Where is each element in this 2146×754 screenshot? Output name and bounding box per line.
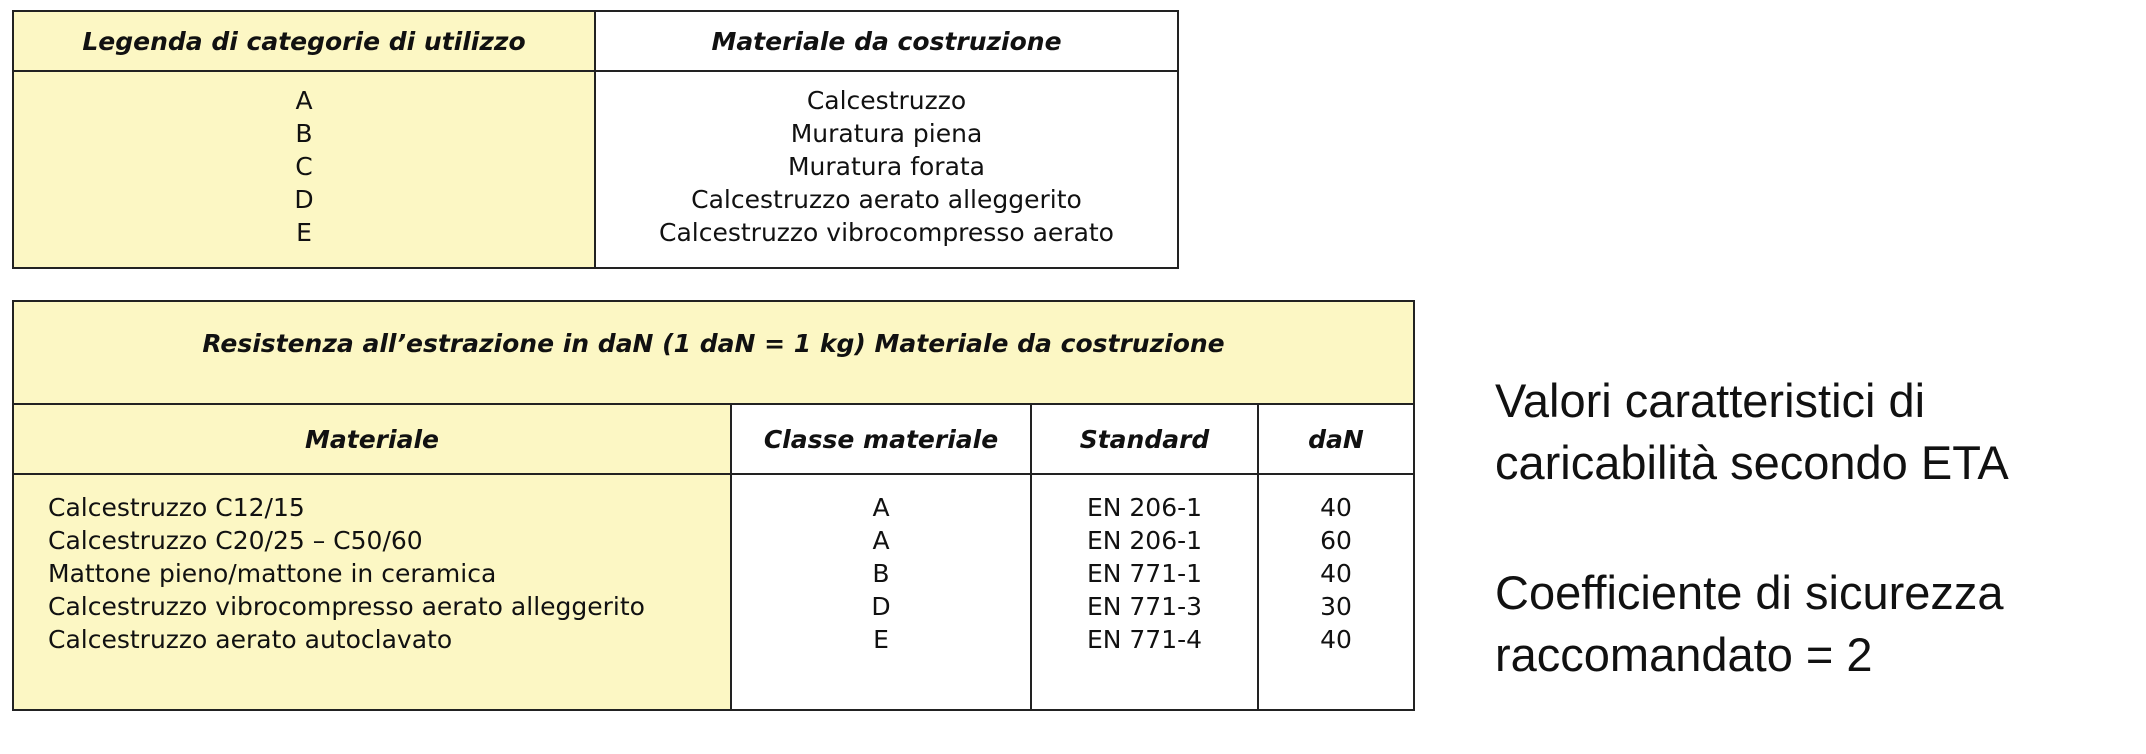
dan-value: 30 (1320, 592, 1352, 621)
standard-value: EN 771-4 (1086, 625, 1203, 654)
classe-value: A (872, 493, 890, 522)
safety-coefficient-text: Coefficiente di sicurezza raccomandato = 2 (1495, 566, 2004, 681)
resistance-title: Resistenza all’estrazione in daN (1 daN = 1 kg) Materiale da costruzione (13, 301, 1414, 404)
side-notes (1495, 370, 2095, 754)
legend-header-materials: Materiale da costruzione (595, 11, 1178, 71)
legend-materials-cell (595, 71, 1178, 268)
materiale-value: Calcestruzzo aerato autoclavato (48, 625, 453, 654)
legend-material: Calcestruzzo vibrocompresso aerato (659, 218, 1114, 247)
dan-value: 40 (1320, 559, 1352, 588)
legend-material: Calcestruzzo aerato alleggerito (691, 185, 1082, 214)
dan-value: 60 (1320, 526, 1352, 555)
standard-value: EN 771-1 (1086, 559, 1203, 588)
legend-material: Calcestruzzo (806, 86, 967, 115)
standard-value: EN 771-3 (1086, 592, 1203, 621)
classe-value: D (871, 592, 891, 621)
column-header-materiale: Materiale (13, 404, 731, 474)
dan-value: 40 (1320, 493, 1352, 522)
characteristic-values-text: Valori caratteristici di caricabilità secondo ETA (1495, 374, 2009, 489)
materiale-value: Calcestruzzo C20/25 – C50/60 (48, 526, 423, 555)
dan-value: 40 (1320, 625, 1352, 654)
legend-table (12, 10, 1179, 269)
legend-category: E (296, 218, 312, 247)
materiale-column (13, 474, 731, 710)
dan-column (1258, 474, 1414, 710)
legend-category: C (295, 152, 313, 181)
standard-column (1031, 474, 1258, 710)
classe-value: B (872, 559, 890, 588)
materiale-value: Mattone pieno/mattone in ceramica (48, 559, 497, 588)
legend-category: B (295, 119, 313, 148)
standard-value: EN 206-1 (1086, 493, 1203, 522)
column-header-classe: Classe materiale (731, 404, 1031, 474)
standard-value: EN 206-1 (1086, 526, 1203, 555)
legend-categories-cell (13, 71, 595, 268)
legend-material: Muratura forata (787, 152, 986, 181)
legend-category: A (295, 86, 313, 115)
classe-value: A (872, 526, 890, 555)
materiale-value: Calcestruzzo vibrocompresso aerato alleggerito (48, 592, 645, 621)
classe-value: E (873, 625, 889, 654)
legend-material: Muratura piena (790, 119, 983, 148)
classe-column (731, 474, 1031, 710)
column-header-standard: Standard (1031, 404, 1258, 474)
legend-category: D (294, 185, 314, 214)
materiale-value: Calcestruzzo C12/15 (48, 493, 305, 522)
column-header-dan: daN (1258, 404, 1414, 474)
resistance-table (12, 300, 1415, 711)
legend-header-categories: Legenda di categorie di utilizzo (13, 11, 595, 71)
